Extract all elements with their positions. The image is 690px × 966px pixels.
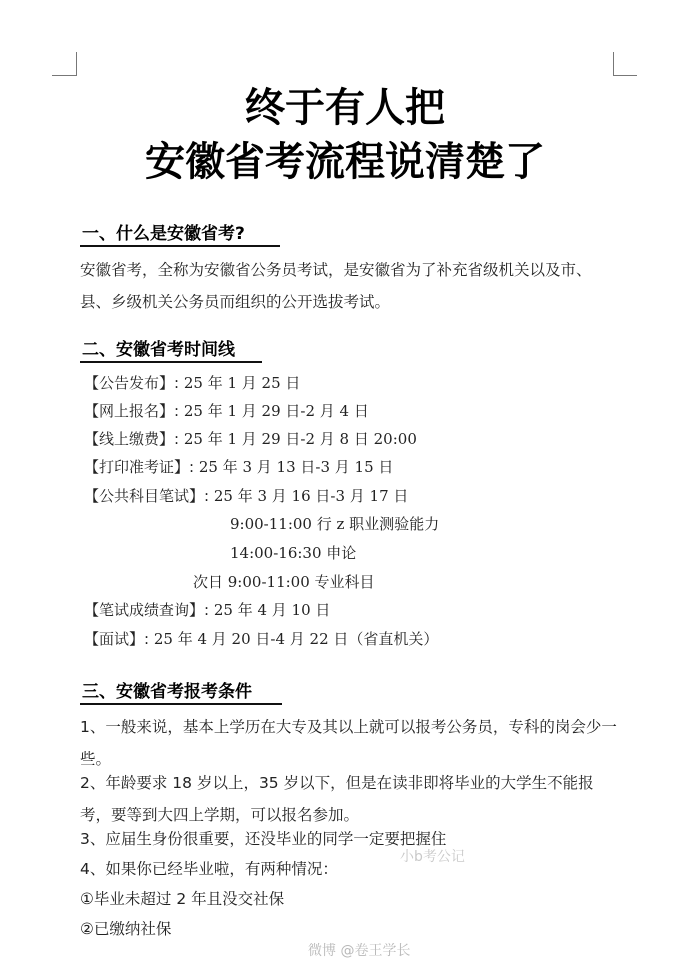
timeline-item	[84, 432, 417, 447]
condition-1: 1、一般来说，基本上学历在大专及其以上就可以报考公务员，专科的岗会少一些。	[80, 718, 617, 768]
crop-mark-top-right-h	[613, 75, 637, 76]
section-2-heading: 二、安徽省考时间线	[82, 340, 235, 360]
timeline-label: 【网上报名】:	[84, 402, 180, 420]
timeline-value: 25 年 3 月 13 日-3 月 15 日	[198, 458, 394, 476]
condition-3: 3、应届生身份很重要，还没毕业的同学一定要把握住	[80, 830, 447, 848]
timeline-label: 【线上缴费】:	[84, 430, 180, 448]
timeline-value: 25 年 1 月 29 日-2 月 4 日	[183, 402, 369, 420]
crop-mark-top-left-h	[52, 75, 76, 76]
timeline-subitem: 次日 9:00-11:00 专业科目	[193, 573, 375, 591]
timeline-label: 【笔试成绩查询】:	[84, 601, 210, 619]
timeline-value: 25 年 4 月 20 日-4 月 22 日（省直机关）	[153, 630, 439, 648]
page-title-line-2: 安徽省考流程说清楚了	[145, 139, 545, 185]
timeline-value: 25 年 1 月 25 日	[183, 374, 301, 392]
timeline-label: 【公共科目笔试】:	[84, 487, 210, 505]
section-1-underline	[80, 245, 280, 247]
timeline-item	[84, 632, 438, 647]
timeline-item	[84, 489, 408, 504]
section-1-heading: 一、什么是安徽省考?	[82, 224, 245, 244]
section-3-heading: 三、安徽省考报考条件	[82, 682, 252, 702]
section-2-underline	[80, 361, 262, 363]
section-1-body: 安徽省考，全称为安徽省公务员考试，是安徽省为了补充省级机关以及市、县、乡级机关公务员而组织的公开选拔考试。	[80, 261, 592, 311]
condition-4-case-1: ①毕业未超过 2 年且没交社保	[80, 890, 285, 908]
timeline-subitem: 9:00-11:00 行 z 职业测验能力	[230, 515, 440, 533]
watermark-bottom: 微博 @卷王学长	[308, 943, 411, 959]
condition-2: 2、年龄要求 18 岁以上，35 岁以下，但是在读非即将毕业的大学生不能报考，要等到大四上学期，可以报名参加。	[80, 774, 594, 824]
watermark-mid: 小b考公记	[400, 849, 465, 865]
crop-mark-top-left-v	[76, 52, 77, 76]
timeline-value: 25 年 1 月 29 日-2 月 8 日 20:00	[183, 430, 417, 448]
timeline-value: 25 年 3 月 16 日-3 月 17 日	[213, 487, 409, 505]
timeline-item	[84, 376, 300, 391]
timeline-label: 【打印准考证】:	[84, 458, 195, 476]
condition-4-case-2: ②已缴纳社保	[80, 920, 172, 938]
section-3-underline	[80, 703, 282, 705]
timeline-item	[84, 404, 369, 419]
timeline-item	[84, 603, 330, 618]
timeline-item	[84, 460, 393, 475]
timeline-subitem: 14:00-16:30 申论	[230, 544, 357, 562]
crop-mark-top-right-v	[613, 52, 614, 76]
condition-4: 4、如果你已经毕业啦，有两种情况：	[80, 860, 338, 878]
timeline-value: 25 年 4 月 10 日	[213, 601, 331, 619]
page-title-line-1: 终于有人把	[245, 85, 445, 131]
timeline-label: 【公告发布】:	[84, 374, 180, 392]
timeline-label: 【面试】:	[84, 630, 150, 648]
